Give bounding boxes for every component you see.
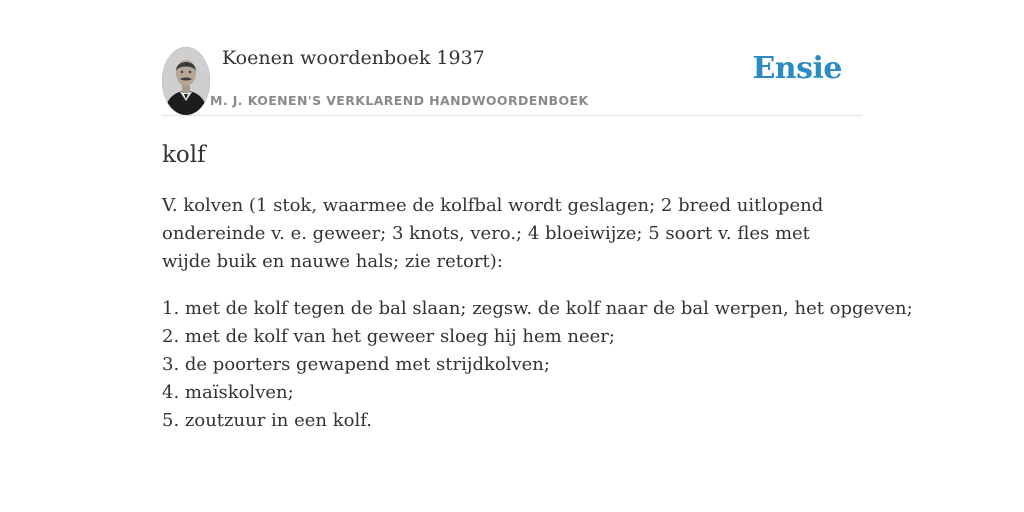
ensie-logo-link[interactable]: Ensie — [752, 51, 842, 86]
example-item: 2. met de kolf van het geweer sloeg hij hem neer; — [162, 326, 615, 347]
dictionary-title[interactable]: Koenen woordenboek 1937 — [222, 47, 485, 69]
entry-headword: kolf — [162, 142, 206, 168]
example-item: 3. de poorters gewapend met strijdkolven; — [162, 354, 550, 375]
example-item: 4. maïskolven; — [162, 382, 294, 403]
author-portrait-icon — [162, 47, 210, 115]
dictionary-header — [162, 0, 862, 116]
page — [162, 0, 913, 512]
entry-examples-list — [162, 295, 913, 435]
example-item: 1. met de kolf tegen de bal slaan; zegsw. de kolf naar de bal werpen, het opgeven; — [162, 298, 913, 319]
entry-definition: V. kolven (1 stok, waarmee de kolfbal wordt geslagen; 2 breed uitlopend ondereinde v. e. geweer; 3 knots, vero.; 4 bloeiwijze; 5 soort v. fles met wijde buik en nauwe hals; zie retort): — [162, 195, 824, 272]
dictionary-subtitle: M. J. KOENEN'S VERKLAREND HANDWOORDENBOEK — [210, 93, 589, 108]
example-item: 5. zoutzuur in een kolf. — [162, 410, 372, 431]
